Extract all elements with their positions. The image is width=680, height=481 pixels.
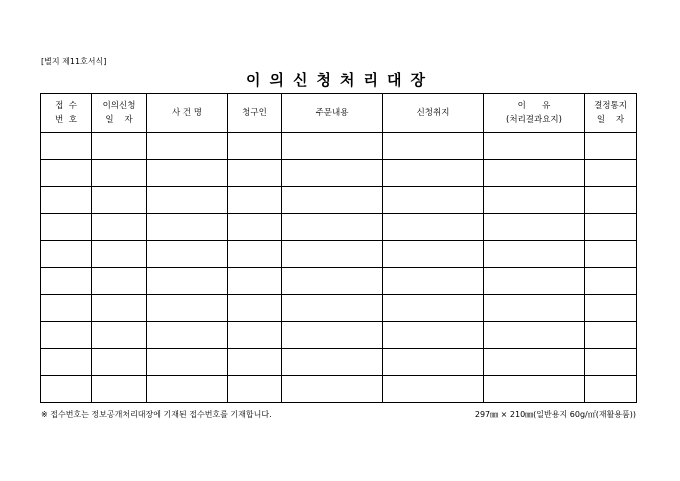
table-cell[interactable]	[147, 241, 228, 268]
table-cell[interactable]	[484, 349, 585, 376]
document-title: 이의신청처리대장	[246, 71, 434, 89]
table-row	[41, 322, 637, 349]
table-cell[interactable]	[383, 241, 484, 268]
table-cell[interactable]	[228, 214, 282, 241]
table-cell[interactable]	[92, 214, 147, 241]
table-cell[interactable]	[41, 160, 92, 187]
table-cell[interactable]	[484, 376, 585, 403]
table-cell[interactable]	[92, 322, 147, 349]
table-cell[interactable]	[92, 160, 147, 187]
table-cell[interactable]	[147, 322, 228, 349]
footnote: ※ 접수번호는 정보공개처리대장에 기재된 접수번호를 기재합니다.	[41, 410, 272, 419]
table-cell[interactable]	[41, 322, 92, 349]
table-cell[interactable]	[228, 187, 282, 214]
col-header-application-purpose: 신청취지	[383, 94, 484, 133]
table-row	[41, 268, 637, 295]
table-cell[interactable]	[282, 322, 383, 349]
col-header-reason: 이 유 (처리결과요지)	[484, 94, 585, 133]
table-cell[interactable]	[585, 376, 637, 403]
table-row	[41, 295, 637, 322]
table-cell[interactable]	[92, 241, 147, 268]
table-cell[interactable]	[228, 376, 282, 403]
table-cell[interactable]	[282, 133, 383, 160]
table-cell[interactable]	[484, 133, 585, 160]
col-header-case-name: 사 건 명	[147, 94, 228, 133]
table-cell[interactable]	[383, 214, 484, 241]
table-cell[interactable]	[41, 214, 92, 241]
form-number-label: [별지 제11호서식]	[41, 57, 107, 66]
table-row	[41, 241, 637, 268]
table-cell[interactable]	[484, 295, 585, 322]
table-cell[interactable]	[383, 295, 484, 322]
table-cell[interactable]	[147, 268, 228, 295]
table-cell[interactable]	[484, 214, 585, 241]
table-cell[interactable]	[228, 349, 282, 376]
col-header-decision-notice-date: 결정통지 일 자	[585, 94, 637, 133]
table-cell[interactable]	[41, 133, 92, 160]
table-cell[interactable]	[228, 295, 282, 322]
col-header-objection-date: 이의신청 일 자	[92, 94, 147, 133]
table-cell[interactable]	[147, 349, 228, 376]
table-row	[41, 349, 637, 376]
table-cell[interactable]	[282, 268, 383, 295]
table-cell[interactable]	[585, 268, 637, 295]
table-cell[interactable]	[41, 295, 92, 322]
table-cell[interactable]	[383, 187, 484, 214]
table-cell[interactable]	[228, 133, 282, 160]
table-cell[interactable]	[585, 295, 637, 322]
table-cell[interactable]	[484, 187, 585, 214]
table-cell[interactable]	[228, 160, 282, 187]
table-cell[interactable]	[585, 187, 637, 214]
table-cell[interactable]	[147, 295, 228, 322]
col-header-claimant: 청구인	[228, 94, 282, 133]
table-cell[interactable]	[282, 241, 383, 268]
table-cell[interactable]	[92, 349, 147, 376]
table-cell[interactable]	[228, 241, 282, 268]
table-cell[interactable]	[383, 160, 484, 187]
table-cell[interactable]	[147, 133, 228, 160]
paper-spec: 297㎜ × 210㎜(일반용지 60g/㎡(재활용품))	[474, 410, 636, 419]
table-cell[interactable]	[147, 214, 228, 241]
table-cell[interactable]	[585, 160, 637, 187]
table-cell[interactable]	[383, 376, 484, 403]
table-cell[interactable]	[585, 133, 637, 160]
table-cell[interactable]	[41, 349, 92, 376]
table-cell[interactable]	[41, 187, 92, 214]
table-cell[interactable]	[228, 268, 282, 295]
table-row	[41, 376, 637, 403]
table-cell[interactable]	[41, 268, 92, 295]
table-cell[interactable]	[383, 322, 484, 349]
table-cell[interactable]	[92, 133, 147, 160]
table-cell[interactable]	[383, 268, 484, 295]
table-cell[interactable]	[585, 349, 637, 376]
table-cell[interactable]	[282, 160, 383, 187]
table-cell[interactable]	[484, 241, 585, 268]
table-cell[interactable]	[282, 214, 383, 241]
table-cell[interactable]	[41, 241, 92, 268]
table-cell[interactable]	[282, 295, 383, 322]
table-cell[interactable]	[92, 187, 147, 214]
table-cell[interactable]	[585, 214, 637, 241]
table-cell[interactable]	[484, 322, 585, 349]
table-cell[interactable]	[228, 322, 282, 349]
table-cell[interactable]	[484, 268, 585, 295]
table-row	[41, 133, 637, 160]
table-cell[interactable]	[92, 295, 147, 322]
table-cell[interactable]	[585, 241, 637, 268]
table-cell[interactable]	[585, 322, 637, 349]
table-cell[interactable]	[282, 349, 383, 376]
table-cell[interactable]	[484, 160, 585, 187]
table-row	[41, 214, 637, 241]
objection-register-table	[40, 93, 637, 403]
table-row	[41, 187, 637, 214]
table-cell[interactable]	[147, 376, 228, 403]
table-cell[interactable]	[147, 160, 228, 187]
table-row	[41, 160, 637, 187]
table-cell[interactable]	[282, 376, 383, 403]
table-cell[interactable]	[92, 376, 147, 403]
table-cell[interactable]	[282, 187, 383, 214]
table-cell[interactable]	[41, 376, 92, 403]
table-header-row	[41, 94, 637, 133]
col-header-receipt-number: 접 수 번 호	[41, 94, 92, 133]
table-cell[interactable]	[383, 349, 484, 376]
table-cell[interactable]	[92, 268, 147, 295]
col-header-order-content: 주문내용	[282, 94, 383, 133]
table-cell[interactable]	[383, 133, 484, 160]
table-cell[interactable]	[147, 187, 228, 214]
